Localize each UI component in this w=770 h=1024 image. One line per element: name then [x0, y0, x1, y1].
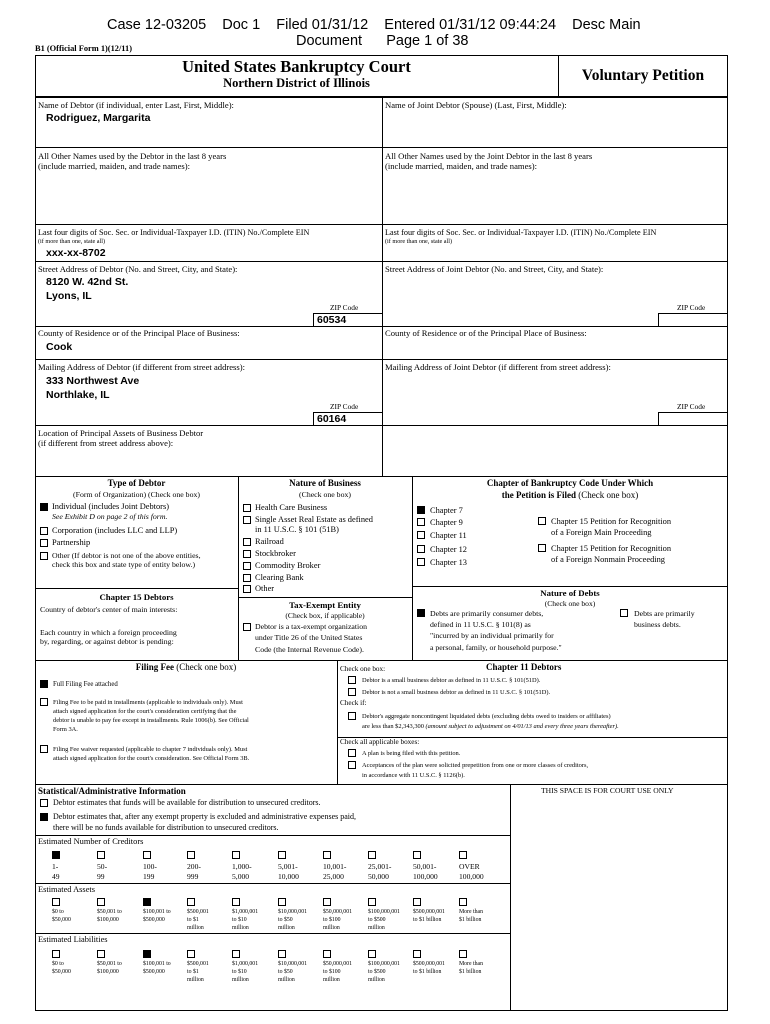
- country-label: Country of debtor's center of main interests:: [40, 605, 178, 614]
- liabilities-label-5-2: to $10: [232, 969, 247, 975]
- business-debts-line-2: business debts.: [634, 620, 681, 629]
- debtor-ssn-label: Last four digits of Soc. Sec. or Individual-Taxpayer I.D. (ITIN) No./Complete EIN: [38, 228, 310, 237]
- health-care-label: Health Care Business: [255, 503, 328, 512]
- business-debts-checkbox[interactable]: [620, 609, 628, 617]
- aggregate-debts-line-1: Debtor's aggregate noncontingent liquidated debts (excluding debts owed to insiders or affiliates): [362, 713, 611, 720]
- liabilities-checkbox-2[interactable]: [97, 950, 105, 958]
- debtor-other-names-label-1: All Other Names used by the Debtor in the last 8 years: [38, 151, 227, 161]
- clearing-bank-label: Clearing Bank: [255, 573, 304, 582]
- chapter-12-checkbox[interactable]: [417, 545, 425, 553]
- joint-ssn-label: Last four digits of Soc. Sec. or Individual-Taxpayer I.D. (ITIN) No./Complete EIN: [385, 228, 657, 237]
- chapter-9-label: Chapter 9: [430, 518, 463, 527]
- consumer-debts-checkbox[interactable]: [417, 609, 425, 617]
- debtor-street-label: Street Address of Debtor (No. and Street, City, and State):: [38, 264, 238, 274]
- assets-checkbox-8[interactable]: [368, 898, 376, 906]
- plan-filed-checkbox[interactable]: [348, 749, 356, 757]
- railroad-checkbox[interactable]: [243, 538, 251, 546]
- chapter-7-label: Chapter 7: [430, 506, 463, 515]
- assets-checkbox-10[interactable]: [459, 898, 467, 906]
- commodity-broker-label: Commodity Broker: [255, 561, 321, 570]
- court-name: United States Bankruptcy Court: [182, 57, 411, 76]
- debtor-ssn: xxx-xx-8702: [46, 247, 106, 259]
- partnership-checkbox[interactable]: [40, 539, 48, 547]
- creditors-checkbox-6[interactable]: [278, 851, 286, 859]
- aggregate-debts-checkbox[interactable]: [348, 712, 356, 720]
- installments-checkbox[interactable]: [40, 698, 48, 706]
- business-debts-line-1: Debts are primarily: [634, 609, 695, 618]
- acceptances-line-1: Acceptances of the plan were solicited prepetition from one or more classes of creditors,: [362, 762, 589, 769]
- nature-of-debts-subtitle: (Check one box): [544, 599, 596, 608]
- installments-line-4: Form 3A.: [53, 726, 78, 733]
- location-label-2: (if different from street address above):: [38, 438, 174, 448]
- joint-mailing-zip-label: ZIP Code: [677, 402, 706, 411]
- assets-label-9-1: $500,000,001: [413, 909, 445, 915]
- assets-checkbox-6[interactable]: [278, 898, 286, 906]
- each-country-label-2: by, regarding, or against debtor is pending:: [40, 637, 174, 646]
- creditors-label-3-2: 199: [143, 872, 155, 881]
- single-asset-checkbox[interactable]: [243, 516, 251, 524]
- type-of-debtor-title: Type of Debtor: [107, 478, 166, 488]
- assets-label-2-2: $100,000: [97, 917, 119, 923]
- creditors-label-9-2: 100,000: [413, 872, 438, 881]
- chapter-12-label: Chapter 12: [430, 545, 467, 554]
- case-stamp-line2: Document Page 1 of 38: [296, 33, 469, 49]
- creditors-checkbox-5[interactable]: [232, 851, 240, 859]
- full-filing-fee-label: Full Filing Fee attached: [53, 681, 118, 688]
- individual-note: See Exhibit D on page 2 of this form.: [52, 512, 168, 521]
- filing-fee-title-suffix: (Check one box): [174, 662, 237, 672]
- petition-title: Voluntary Petition: [581, 67, 705, 84]
- liabilities-checkbox-8[interactable]: [368, 950, 376, 958]
- creditors-label-7-1: 10,001-: [323, 862, 347, 871]
- tax-exempt-subtitle: (Check box, if applicable): [285, 611, 365, 620]
- court-use-label: THIS SPACE IS FOR COURT USE ONLY: [541, 786, 674, 795]
- railroad-label: Railroad: [255, 537, 284, 546]
- creditors-label-5-2: 5,000: [232, 872, 250, 881]
- assets-label: Estimated Assets: [38, 885, 95, 894]
- creditors-label-9-1: 50,001-: [413, 862, 437, 871]
- debtor-street-2: Lyons, IL: [46, 290, 92, 302]
- form-id: B1 (Official Form 1)(12/11): [35, 44, 132, 53]
- fee-waiver-line-2: attach signed application for the court's consideration. See Official Form 3B.: [53, 755, 250, 762]
- creditors-label-1-1: 1-: [52, 862, 59, 871]
- corporation-label: Corporation (includes LLC and LLP): [52, 526, 178, 535]
- commodity-broker-checkbox[interactable]: [243, 562, 251, 570]
- assets-checkbox-5[interactable]: [232, 898, 240, 906]
- liabilities-label-2-1: $50,001 to: [97, 961, 122, 967]
- fee-waiver-checkbox[interactable]: [40, 745, 48, 753]
- other-entity-label-1: Other (If debtor is not one of the above entities,: [52, 551, 201, 560]
- district-name: Northern District of Illinois: [223, 76, 370, 90]
- liabilities-label-7-1: $50,000,001: [323, 961, 352, 967]
- liabilities-checkbox-7[interactable]: [323, 950, 331, 958]
- nature-of-business-title: Nature of Business: [289, 478, 361, 488]
- assets-label-7-1: $50,000,001: [323, 909, 352, 915]
- chapter-11-checkbox[interactable]: [417, 531, 425, 539]
- debtor-name: Rodriguez, Margarita: [46, 112, 151, 124]
- chapter-15-main-label-1: Chapter 15 Petition for Recognition: [551, 517, 672, 526]
- chapter-15-main-checkbox[interactable]: [538, 517, 546, 525]
- assets-checkbox-4[interactable]: [187, 898, 195, 906]
- debtor-mailing-label: Mailing Address of Debtor (if different from street address):: [38, 362, 245, 372]
- tax-exempt-line-2: under Title 26 of the United States: [255, 633, 363, 642]
- assets-label-4-1: $500,001: [187, 909, 209, 915]
- small-business-checkbox[interactable]: [348, 676, 356, 684]
- creditors-label-2-2: 99: [97, 872, 105, 881]
- assets-checkbox-7[interactable]: [323, 898, 331, 906]
- joint-county-label: County of Residence or of the Principal Place of Business:: [385, 328, 587, 338]
- liabilities-label-4-3: million: [187, 977, 204, 983]
- other-business-checkbox[interactable]: [243, 585, 251, 593]
- tax-exempt-checkbox[interactable]: [243, 623, 251, 631]
- liabilities-label-9-2: to $1 billion: [413, 969, 442, 975]
- joint-street-label: Street Address of Joint Debtor (No. and Street, City, and State):: [385, 264, 604, 274]
- chapter-11-label: Chapter 11: [430, 531, 467, 540]
- check-one-box-label: Check one box:: [340, 665, 386, 673]
- liabilities-label-8-2: to $500: [368, 969, 386, 975]
- assets-label-10-2: $1 billion: [459, 917, 482, 923]
- assets-label-1-1: $0 to: [52, 909, 64, 915]
- assets-label-10-1: More than: [459, 909, 483, 915]
- consumer-debts-line-1: Debts are primarily consumer debts,: [430, 609, 544, 618]
- debtor-mailing-2: Northlake, IL: [46, 389, 110, 401]
- debtor-other-names-label-2: (include married, maiden, and trade names):: [38, 161, 190, 171]
- partnership-label: Partnership: [52, 538, 91, 547]
- chapter-9-checkbox[interactable]: [417, 518, 425, 526]
- creditors-label-10-1: OVER: [459, 862, 480, 871]
- full-filing-fee-checkbox[interactable]: [40, 680, 48, 688]
- liabilities-label-8-3: million: [368, 977, 385, 983]
- small-business-label: Debtor is a small business debtor as defined in 11 U.S.C. § 101(51D).: [362, 677, 541, 684]
- stockbroker-checkbox[interactable]: [243, 550, 251, 558]
- chapter-15-nonmain-label-2: of a Foreign Nonmain Proceeding: [551, 555, 665, 564]
- filing-fee-title-wrap: [35, 662, 337, 672]
- joint-zip-box: [658, 313, 728, 327]
- tax-exempt-line-1: Debtor is a tax-exempt organization: [255, 622, 368, 631]
- debtor-mailing-zip: 60164: [317, 413, 347, 425]
- liabilities-label-8-1: $100,000,001: [368, 961, 400, 967]
- debtor-county-label: County of Residence or of the Principal Place of Business:: [38, 328, 240, 338]
- liabilities-label-6-2: to $50: [278, 969, 293, 975]
- tax-exempt-title: Tax-Exempt Entity: [289, 600, 361, 610]
- creditors-label-2-1: 50-: [97, 862, 108, 871]
- installments-line-2: attach signed application for the court's consideration certifying that the: [53, 708, 237, 715]
- liabilities-label-10-1: More than: [459, 961, 483, 967]
- clearing-bank-checkbox[interactable]: [243, 574, 251, 582]
- chapter-title-1: Chapter of Bankruptcy Code Under Which: [486, 478, 654, 488]
- filing-fee-title: Filing Fee: [135, 662, 174, 672]
- debtor-county: Cook: [46, 341, 73, 353]
- assets-label-4-3: million: [187, 925, 204, 931]
- debtor-ssn-sub: (if more than one, state all): [38, 238, 106, 245]
- assets-label-6-2: to $50: [278, 917, 293, 923]
- installments-line-3: debtor is unable to pay fee except in installments. Rule 1006(b). See Official: [53, 717, 249, 724]
- aggregate-debts-line-2-italic: (amount subject to adjustment on 4/01/13 and every three years thereafter).: [425, 723, 619, 730]
- liabilities-checkbox-4[interactable]: [187, 950, 195, 958]
- stockbroker-label: Stockbroker: [255, 549, 296, 558]
- creditors-label-6-1: 5,001-: [278, 862, 298, 871]
- creditors-label-1-2: 49: [52, 872, 60, 881]
- creditors-label-6-2: 10,000: [278, 872, 299, 881]
- health-care-checkbox[interactable]: [243, 504, 251, 512]
- creditors-label: Estimated Number of Creditors: [38, 837, 144, 846]
- chapter-title-2: the Petition is Filed: [501, 490, 576, 500]
- joint-zip-label: ZIP Code: [677, 303, 706, 312]
- chapter-title-2-wrap: [412, 490, 728, 500]
- chapter-13-label: Chapter 13: [430, 558, 467, 567]
- chapter-13-checkbox[interactable]: [417, 558, 425, 566]
- single-asset-label-2: in 11 U.S.C. § 101 (51B): [255, 525, 339, 534]
- liabilities-label-5-1: $1,000,001: [232, 961, 259, 967]
- assets-checkbox-2[interactable]: [97, 898, 105, 906]
- creditors-label-7-2: 25,000: [323, 872, 344, 881]
- liabilities-label-4-2: to $1: [187, 969, 199, 975]
- assets-checkbox-3[interactable]: [143, 898, 151, 906]
- chapter-15-main-label-2: of a Foreign Main Proceeding: [551, 528, 652, 537]
- liabilities-label-4-1: $500,001: [187, 961, 209, 967]
- creditors-checkbox-8[interactable]: [368, 851, 376, 859]
- individual-checkbox[interactable]: [40, 503, 48, 511]
- chapter-7-checkbox[interactable]: [417, 506, 425, 514]
- other-entity-checkbox[interactable]: [40, 552, 48, 560]
- no-funds-checkbox[interactable]: [40, 813, 48, 821]
- liabilities-label-2-2: $100,000: [97, 969, 119, 975]
- nature-of-debts-title: Nature of Debts: [540, 588, 600, 598]
- consumer-debts-line-2: defined in 11 U.S.C. § 101(8) as: [430, 620, 531, 629]
- creditors-label-4-2: 999: [187, 872, 199, 881]
- check-all-label: Check all applicable boxes:: [340, 738, 420, 746]
- liabilities-checkbox-1[interactable]: [52, 950, 60, 958]
- each-country-label-1: Each country in which a foreign proceeding: [40, 628, 177, 637]
- statistical-title: Statistical/Administrative Information: [38, 786, 186, 796]
- chapter-11-debtors-title: Chapter 11 Debtors: [486, 662, 562, 672]
- creditors-checkbox-9[interactable]: [413, 851, 421, 859]
- debtor-name-label: Name of Debtor (if individual, enter Last, First, Middle):: [38, 100, 234, 110]
- assets-label-6-3: million: [278, 925, 295, 931]
- liabilities-checkbox-3[interactable]: [143, 950, 151, 958]
- debtor-mailing-zip-label: ZIP Code: [330, 402, 359, 411]
- creditors-label-8-1: 25,001-: [368, 862, 392, 871]
- liabilities-label-9-1: $500,000,001: [413, 961, 445, 967]
- liabilities-label-3-1: $100,001 to: [143, 961, 171, 967]
- case-stamp-line1: Case 12-03205 Doc 1 Filed 01/31/12 Entered 01/31/12 09:44:24 Desc Main: [107, 17, 641, 33]
- not-small-business-checkbox[interactable]: [348, 688, 356, 696]
- no-funds-line-2: there will be no funds available for distribution to unsecured creditors.: [53, 823, 279, 832]
- creditors-checkbox-4[interactable]: [187, 851, 195, 859]
- creditors-label-8-2: 50,000: [368, 872, 389, 881]
- liabilities-checkbox-6[interactable]: [278, 950, 286, 958]
- assets-label-7-3: million: [323, 925, 340, 931]
- joint-ssn-sub: (if more than one, state all): [385, 238, 453, 245]
- liabilities-label-10-2: $1 billion: [459, 969, 482, 975]
- assets-label-5-1: $1,000,001: [232, 909, 259, 915]
- assets-checkbox-9[interactable]: [413, 898, 421, 906]
- liabilities-label-5-3: million: [232, 977, 249, 983]
- creditors-label-4-1: 200-: [187, 862, 201, 871]
- creditors-checkbox-1[interactable]: [52, 851, 60, 859]
- joint-mailing-zip-box: [658, 412, 728, 426]
- acceptances-line-2: in accordance with 11 U.S.C. § 1126(b).: [362, 772, 465, 779]
- assets-label-8-2: to $500: [368, 917, 386, 923]
- assets-label-6-1: $10,000,001: [278, 909, 307, 915]
- assets-checkbox-1[interactable]: [52, 898, 60, 906]
- assets-label-5-2: to $10: [232, 917, 247, 923]
- aggregate-debts-line-2-wrap: [362, 723, 619, 730]
- liabilities-checkbox-9[interactable]: [413, 950, 421, 958]
- consumer-debts-line-3: "incurred by an individual primarily for: [430, 631, 554, 640]
- assets-label-5-3: million: [232, 925, 249, 931]
- creditors-checkbox-10[interactable]: [459, 851, 467, 859]
- joint-mailing-label: Mailing Address of Joint Debtor (if different from street address):: [385, 362, 611, 372]
- assets-label-8-1: $100,000,001: [368, 909, 400, 915]
- liabilities-label-7-2: to $100: [323, 969, 341, 975]
- creditors-label-3-1: 100-: [143, 862, 157, 871]
- aggregate-debts-line-2: are less than $2,343,300: [362, 723, 426, 730]
- creditors-label-10-2: 100,000: [459, 872, 484, 881]
- fee-waiver-line-1: Filing Fee waiver requested (applicable to chapter 7 individuals only). Must: [53, 746, 248, 753]
- corporation-checkbox[interactable]: [40, 527, 48, 535]
- assets-label-1-2: $50,000: [52, 917, 71, 923]
- liabilities-label-6-1: $10,000,001: [278, 961, 307, 967]
- liabilities-checkbox-5[interactable]: [232, 950, 240, 958]
- installments-line-1: Filing Fee to be paid in installments (applicable to individuals only). Must: [53, 699, 243, 706]
- check-if-label: Check if:: [340, 699, 367, 707]
- debtor-zip-label: ZIP Code: [330, 303, 359, 312]
- assets-label-9-2: to $1 billion: [413, 917, 442, 923]
- chapter-15-nonmain-label-1: Chapter 15 Petition for Recognition: [551, 544, 672, 553]
- assets-label-8-3: million: [368, 925, 385, 931]
- no-funds-line-1: Debtor estimates that, after any exempt property is excluded and administrative expenses paid,: [53, 812, 357, 821]
- liabilities-label-3-2: $500,000: [143, 969, 165, 975]
- acceptances-checkbox[interactable]: [348, 761, 356, 769]
- assets-label-2-1: $50,001 to: [97, 909, 122, 915]
- assets-label-3-1: $100,001 to: [143, 909, 171, 915]
- other-entity-label-2: check this box and state type of entity below.): [52, 560, 196, 569]
- liabilities-label: Estimated Liabilities: [38, 935, 108, 944]
- nature-of-business-subtitle: (Check one box): [299, 490, 351, 499]
- not-small-business-label: Debtor is not a small business debtor as defined in 11 U.S.C. § 101(51D).: [362, 689, 551, 696]
- consumer-debts-line-4: a personal, family, or household purpose.": [430, 643, 562, 652]
- liabilities-label-1-2: $50,000: [52, 969, 71, 975]
- tax-exempt-line-3: Code (the Internal Revenue Code).: [255, 645, 364, 654]
- debtor-street-1: 8120 W. 42nd St.: [46, 276, 129, 288]
- single-asset-label-1: Single Asset Real Estate as defined: [255, 515, 373, 524]
- type-of-debtor-subtitle: (Form of Organization) (Check one box): [73, 490, 200, 499]
- chapter-title-2-suffix: (Check one box): [576, 490, 639, 500]
- chapter-15-debtors-title: Chapter 15 Debtors: [99, 592, 174, 602]
- chapter-15-nonmain-checkbox[interactable]: [538, 544, 546, 552]
- plan-filed-label: A plan is being filed with this petition.: [362, 750, 461, 757]
- assets-label-7-2: to $100: [323, 917, 341, 923]
- creditors-checkbox-2[interactable]: [97, 851, 105, 859]
- debtor-mailing-1: 333 Northwest Ave: [46, 375, 140, 387]
- joint-other-names-label-1: All Other Names used by the Joint Debtor in the last 8 years: [385, 151, 593, 161]
- joint-name-label: Name of Joint Debtor (Spouse) (Last, First, Middle):: [385, 100, 567, 110]
- liabilities-label-7-3: million: [323, 977, 340, 983]
- creditors-checkbox-3[interactable]: [143, 851, 151, 859]
- liabilities-label-1-1: $0 to: [52, 961, 64, 967]
- funds-available-checkbox[interactable]: [40, 799, 48, 807]
- liabilities-label-6-3: million: [278, 977, 295, 983]
- location-label-1: Location of Principal Assets of Business Debtor: [38, 428, 204, 438]
- individual-label: Individual (includes Joint Debtors): [52, 502, 169, 511]
- liabilities-checkbox-10[interactable]: [459, 950, 467, 958]
- other-business-label: Other: [255, 584, 275, 593]
- debtor-zip: 60534: [317, 314, 347, 326]
- creditors-label-5-1: 1,000-: [232, 862, 252, 871]
- creditors-checkbox-7[interactable]: [323, 851, 331, 859]
- joint-other-names-label-2: (include married, maiden, and trade names):: [385, 161, 537, 171]
- assets-label-3-2: $500,000: [143, 917, 165, 923]
- assets-label-4-2: to $1: [187, 917, 199, 923]
- funds-available-label: Debtor estimates that funds will be available for distribution to unsecured creditors.: [53, 798, 321, 807]
